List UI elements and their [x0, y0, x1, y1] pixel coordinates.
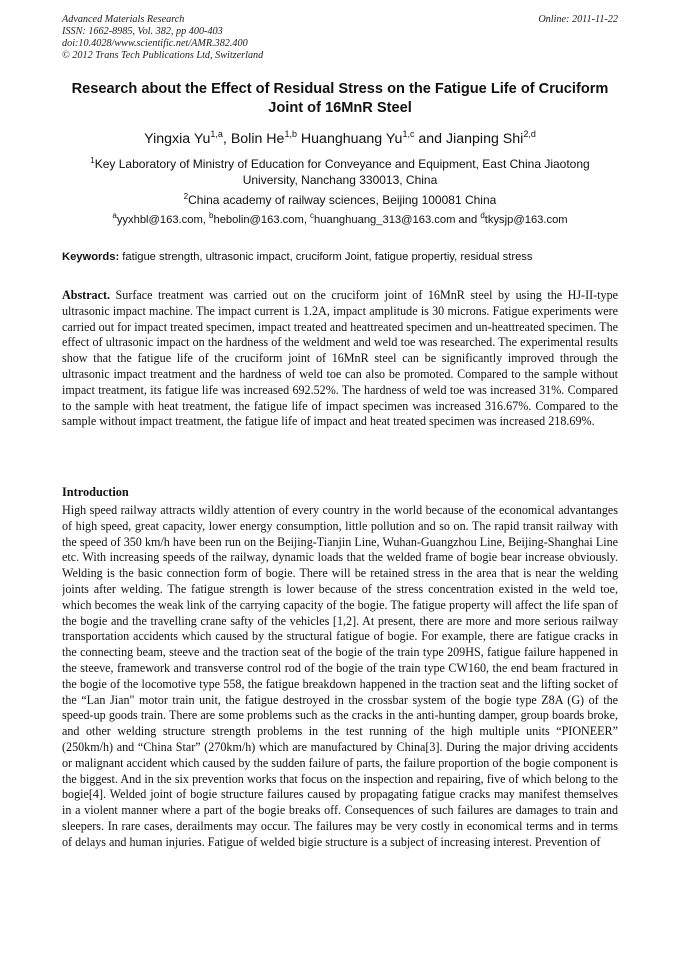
author-name: Huanghuang Yu — [300, 131, 403, 147]
affiliation-text: China academy of railway sciences, Beijing 100081 China — [188, 193, 497, 207]
email-superscript: c — [310, 211, 315, 220]
paper-title: Research about the Effect of Residual Stress on the Fatigue Life of Cruciform Joint of 16MnR Steel — [71, 81, 609, 116]
email-separator: , — [303, 214, 311, 226]
journal-name: Advanced Materials Research — [62, 14, 185, 25]
email-address: tkysjp@163.com — [484, 214, 568, 226]
author-superscript: 1,c — [402, 129, 415, 139]
affiliation-superscript: 2 — [183, 192, 189, 201]
author-superscript: 2,d — [523, 129, 536, 139]
keywords-text: fatigue strength, ultrasonic impact, cruciform Joint, fatigue propertiy, residual stress — [119, 251, 533, 263]
email-superscript: b — [209, 211, 214, 220]
journal-header — [62, 14, 618, 62]
author-separator: and — [414, 131, 447, 147]
email-separator: , — [202, 214, 210, 226]
author-name: Jianping Shi — [446, 131, 524, 147]
author-superscript: 1,b — [284, 129, 297, 139]
email-separator: and — [455, 214, 481, 226]
author-name: Yingxia Yu — [144, 131, 211, 147]
issn-line: ISSN: 1662-8985, Vol. 382, pp 400-403 — [62, 26, 223, 37]
affiliation-1 — [62, 156, 618, 188]
affiliation-text: Key Laboratory of Ministry of Education for Conveyance and Equipment, East China Jiaotong University, Nanchang 330013, China — [94, 157, 590, 187]
email-address: hebolin@163.com — [213, 214, 304, 226]
copyright-line: © 2012 Trans Tech Publications Ltd, Switzerland — [62, 50, 264, 61]
introduction-body: High speed railway attracts wildly attention of every country in the world because of the economical advantanges of high speed, great capacity, lower energy consumption, little pollution and so on. The rapid transit railway with the speed of 350 km/h have been run on the Beijing-Tianjin Line, Wuhan-Guangzhou Line, Beijing-Shanghai Line etc. With increasing speeds of the railway, dynamic loads that the welded frame of bogie bear increase obviously. Welding is the basic connection form of bogie. There will be retained stress in the area that is near the welding joints after welding. The fatigue strength is lower because of the stress concentration existed in the weld toe, which becomes the weak link of the carrying capacity of the bogie. The fatigue property will affect the life span of the bogie and the travelling crane safty of the vehicles [1,2]. At present, there are more and more serious railway transportation accidents which caused by the structural fatigue of bogie. For example, there are fatigue cracks in the connecting beam, steeve and the traction seat of the bogie of the train type 209HS, fatigue failure happened in the steeve, framework and transverse control rod of the bogie of the train type CW160, the end beam fractured in the bogie of the locomotive type 558, the fatigue breakdown happened in the traction seat and the lifting socket of the “Lan Jian" motor train unit, the fatigue destroyed in the crossbar system of the bogie type Z8A (G) of the speed-up goods train. There are some problems such as the cracks in the anti-hunting damper, group boards broke, and other welding structure strength problems in the test running of the high multiple units “PIONEER” (250km/h) and “China Star” (270km/h) which are manufactured by China[3]. During the major driving accidents or malignant accident which caused by the sudden failure of parts, the failure proportion of the bogie component is the biggest. And in the six prevention works that focus on the inspection and repairing, five of which belong to the bogie[4]. Welded joint of bogie structure failures caused by propagating fatigue cracks may manifest themselves in a violent manner where a part of the bogie breaks off. Consequences of such failures are damages to train and sleepers. In rare cases, derailments may occur. The failures may be very costly in economical terms and in terms of delays and human injuries. Fatigue of welded bigie structure is a subject of increasing interest. Prevention of — [62, 503, 618, 849]
email-superscript: a — [112, 211, 117, 220]
email-address: yyxhbl@163.com — [116, 214, 203, 226]
keywords-label: Keywords: — [62, 251, 120, 263]
author-separator: , — [222, 131, 231, 147]
email-superscript: d — [480, 211, 485, 220]
abstract — [62, 288, 618, 430]
doi-line: doi:10.4028/www.scientific.net/AMR.382.400 — [62, 38, 248, 49]
introduction-heading: Introduction — [62, 485, 129, 499]
author-name: Bolin He — [230, 131, 285, 147]
online-date: Online: 2011-11-22 — [538, 14, 618, 25]
abstract-text: Surface treatment was carried out on the cruciform joint of 16MnR steel by using the HJ-II-type ultrasonic impact machine. The impact current is 1.2A, impact amplitude is 30 microns. Fatigue experiments were carried out for impact treated specimen, impact treated and heattreated specimen and un-heattreated specimen. The effect of ultrasonic impact on the hardness of the weldment and weld toe was researched. The experimental results show that the fatigue life of the cruciform joint of 16MnR steel can be significantly improved through the ultrasonic impact treatment and the hardness of weld toe can also be promoted. Compared to the sample without impact treatment, its fatigue life was increased 692.52%. The hardness of weld toe was increased 31%. Compared to the sample with heat treatment, the fatigue life of impact specimen was increased 316.67%. Compared to the sample without impact treatment, the fatigue life of impact and heat treated specimen was increased 218.69%. — [62, 288, 618, 429]
affiliation-superscript: 1 — [90, 156, 95, 165]
author-superscript: 1,a — [210, 129, 223, 139]
abstract-label: Abstract. — [62, 288, 111, 302]
author-list — [62, 130, 618, 148]
email-address: huanghuang_313@163.com — [314, 214, 456, 226]
keywords — [62, 250, 622, 265]
affiliation-2 — [62, 192, 618, 208]
email-list — [62, 212, 618, 228]
